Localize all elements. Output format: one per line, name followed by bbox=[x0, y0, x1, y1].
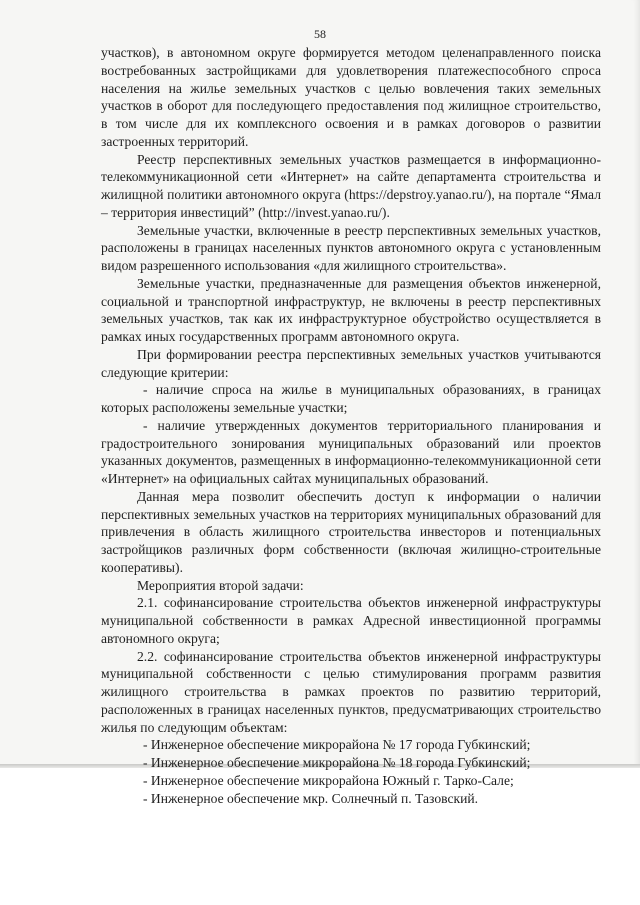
list-item: - Инженерное обеспечение микрорайона № 17 города Губкинский; bbox=[143, 737, 531, 753]
paragraph-criteria-intro: При формировании реестра перспективных земельных участков учитываются следующие критерии: bbox=[101, 346, 601, 380]
list-item: - Инженерное обеспечение мкр. Солнечный п. Тазовский. bbox=[143, 790, 479, 806]
paragraph-task-two-measures: Мероприятия второй задачи: bbox=[137, 577, 304, 593]
criterion-planning-documents: - наличие утвержденных документов территориального планирования и градостроительного зонирования муниципальных образований или проектов указанных документов, размещенных в информационно-телекоммуникационной сети «Интернет» на официальных сайтах муниципальных образований. bbox=[101, 417, 601, 486]
page-number: 58 bbox=[314, 27, 326, 41]
objects-list bbox=[101, 736, 601, 807]
paragraph-intro-continuation: участков), в автономном округе формируется методом целенаправленного поиска востребованных застройщиками для удовлетворения платежеспособного спроса населения на жилье земельных участков с целью вовлечения таких земельных участков в оборот для последующего предоставления под жилищное строительство, в том числе для их комплексного освоения и в рамках договоров о развитии застроенных территорий. bbox=[101, 45, 601, 149]
measure-2-2: 2.2. софинансирование строительства объектов инженерной инфраструктуры муниципальной собственности с целью стимулирования программ развития жилищного строительства в рамках проектов по развитию территорий, расположенных в границах населенных пунктов, предусматривающих строительство жилья по следующим объектам: bbox=[101, 648, 601, 735]
measure-2-1: 2.1. софинансирование строительства объектов инженерной инфраструктуры муниципальной собственности в рамках Адресной инвестиционной программы автономного округа; bbox=[101, 595, 601, 646]
document-body bbox=[101, 44, 601, 807]
paragraph-registry-publication: Реестр перспективных земельных участков размещается в информационно-телекоммуникационной сети «Интернет» на сайте департамента строительства и жилищной политики автономного округа (https://depstroy.yanao.ru/), на портале “Ямал – территория инвестиций” (http://invest.yanao.ru/). bbox=[101, 151, 601, 220]
criterion-demand: - наличие спроса на жилье в муниципальных образованиях, в границах которых расположены земельные участки; bbox=[101, 382, 601, 415]
paragraph-infrastructure-plots: Земельные участки, предназначенные для размещения объектов инженерной, социальной и транспортной инфраструктур, не включены в реестр перспективных земельных участков, так как их инфраструктурное обустройство осуществляется в рамках иных государственных программ автономного округа. bbox=[101, 275, 601, 344]
list-item: - Инженерное обеспечение микрорайона Южный г. Тарко-Сале; bbox=[143, 772, 514, 788]
list-item: - Инженерное обеспечение микрорайона № 18 города Губкинский; bbox=[143, 755, 531, 770]
paragraph-included-plots: Земельные участки, включенные в реестр перспективных земельных участков, расположены в границах населенных пунктов автономного округа с установленным видом разрешенного использования «для жилищного строительства». bbox=[101, 222, 601, 273]
paragraph-measure-effect: Данная мера позволит обеспечить доступ к информации о наличии перспективных земельных участков на территориях муниципальных образований для привлечения в область жилищного строительства инвесторов и потенциальных застройщиков различных форм собственности (включая жилищно-строительные кооперативы). bbox=[101, 488, 601, 575]
